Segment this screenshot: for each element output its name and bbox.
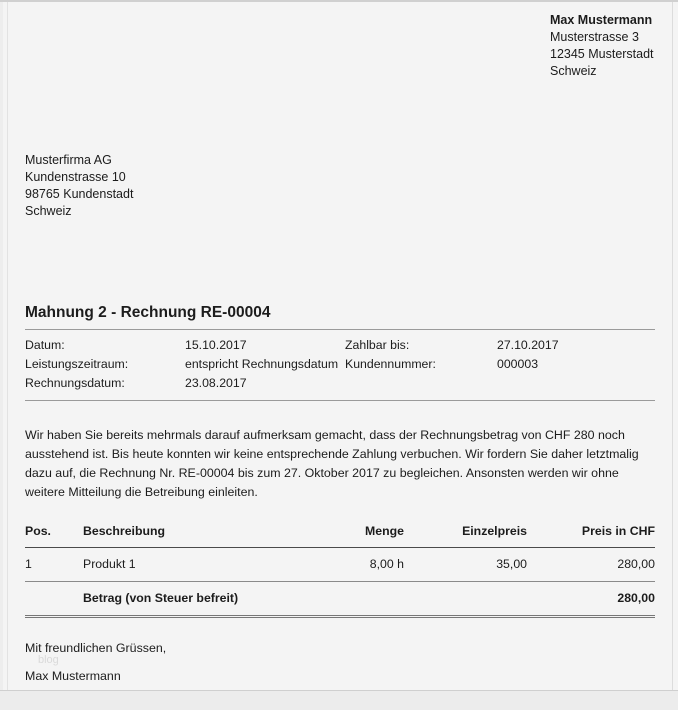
signature-name: Max Mustermann bbox=[25, 669, 121, 683]
reminder-paragraph: Wir haben Sie bereits mehrmals darauf aufmerksam gemacht, dass der Rechnungsbetrag von CHF 280 noch ausstehend ist. Bis heute konnten wir keine entsprechende Zahlung verbuchen. Wir fordern Sie daher letztmalig dazu auf, die Rechnung Nr. RE-00004 bis zum 27. Oktober 2017 zu begleichen. Ansonsten werden wir ohne weitere Mitteilung die Betreibung einleiten. bbox=[25, 428, 639, 499]
document-title: Mahnung 2 - Rechnung RE-00004 bbox=[25, 304, 655, 330]
table-row bbox=[25, 548, 655, 582]
detail-value-kundennummer: 000003 bbox=[497, 357, 539, 371]
item-qty: 8,00 h bbox=[369, 557, 404, 571]
total-value: 280,00 bbox=[617, 591, 655, 605]
invoice-details bbox=[25, 328, 655, 401]
detail-value-rechnungsdatum: 23.08.2017 bbox=[185, 376, 247, 390]
recipient-street: Kundenstrasse 10 bbox=[25, 170, 126, 184]
col-header-pos: Pos. bbox=[25, 524, 51, 538]
col-header-menge: Menge bbox=[365, 524, 404, 538]
col-header-einzelpreis: Einzelpreis bbox=[462, 524, 527, 538]
recipient-address-block bbox=[25, 152, 133, 220]
item-unit-price: 35,00 bbox=[496, 557, 527, 571]
total-row bbox=[25, 582, 655, 618]
sender-city: 12345 Musterstadt bbox=[550, 47, 654, 61]
detail-label-datum: Datum: bbox=[25, 338, 65, 352]
sender-name: Max Mustermann bbox=[550, 13, 653, 27]
col-header-preis: Preis in CHF bbox=[581, 524, 655, 538]
recipient-city: 98765 Kundenstadt bbox=[25, 187, 134, 201]
detail-label-kundennummer: Kundennummer: bbox=[345, 357, 436, 371]
watermark-text: blog bbox=[38, 654, 59, 666]
item-pos: 1 bbox=[25, 557, 32, 571]
table-header-row bbox=[25, 518, 655, 548]
sender-street: Musterstrasse 3 bbox=[550, 30, 639, 44]
item-description: Produkt 1 bbox=[83, 557, 136, 571]
line-items-table bbox=[25, 518, 655, 618]
item-price: 280,00 bbox=[617, 557, 655, 571]
detail-label-leistungszeitraum: Leistungszeitraum: bbox=[25, 357, 129, 371]
detail-label-rechnungsdatum: Rechnungsdatum: bbox=[25, 376, 125, 390]
col-header-beschreibung: Beschreibung bbox=[83, 524, 165, 538]
detail-value-zahlbar-bis: 27.10.2017 bbox=[497, 338, 559, 352]
total-label: Betrag (von Steuer befreit) bbox=[83, 591, 239, 605]
detail-value-leistungszeitraum: entspricht Rechnungsdatum bbox=[185, 357, 339, 371]
recipient-country: Schweiz bbox=[25, 204, 72, 218]
page-edge-bottom bbox=[0, 690, 678, 710]
page-edge-left-line bbox=[7, 2, 8, 691]
page-edge-top bbox=[0, 0, 678, 2]
page-edge-right bbox=[672, 2, 673, 691]
closing-salutation: Mit freundlichen Grüssen, bbox=[25, 641, 167, 655]
detail-value-datum: 15.10.2017 bbox=[185, 338, 247, 352]
detail-label-zahlbar-bis: Zahlbar bis: bbox=[345, 338, 410, 352]
sender-address-block bbox=[550, 12, 654, 80]
page-edge-left bbox=[0, 2, 3, 691]
sender-country: Schweiz bbox=[550, 64, 597, 78]
recipient-name: Musterfirma AG bbox=[25, 153, 112, 167]
